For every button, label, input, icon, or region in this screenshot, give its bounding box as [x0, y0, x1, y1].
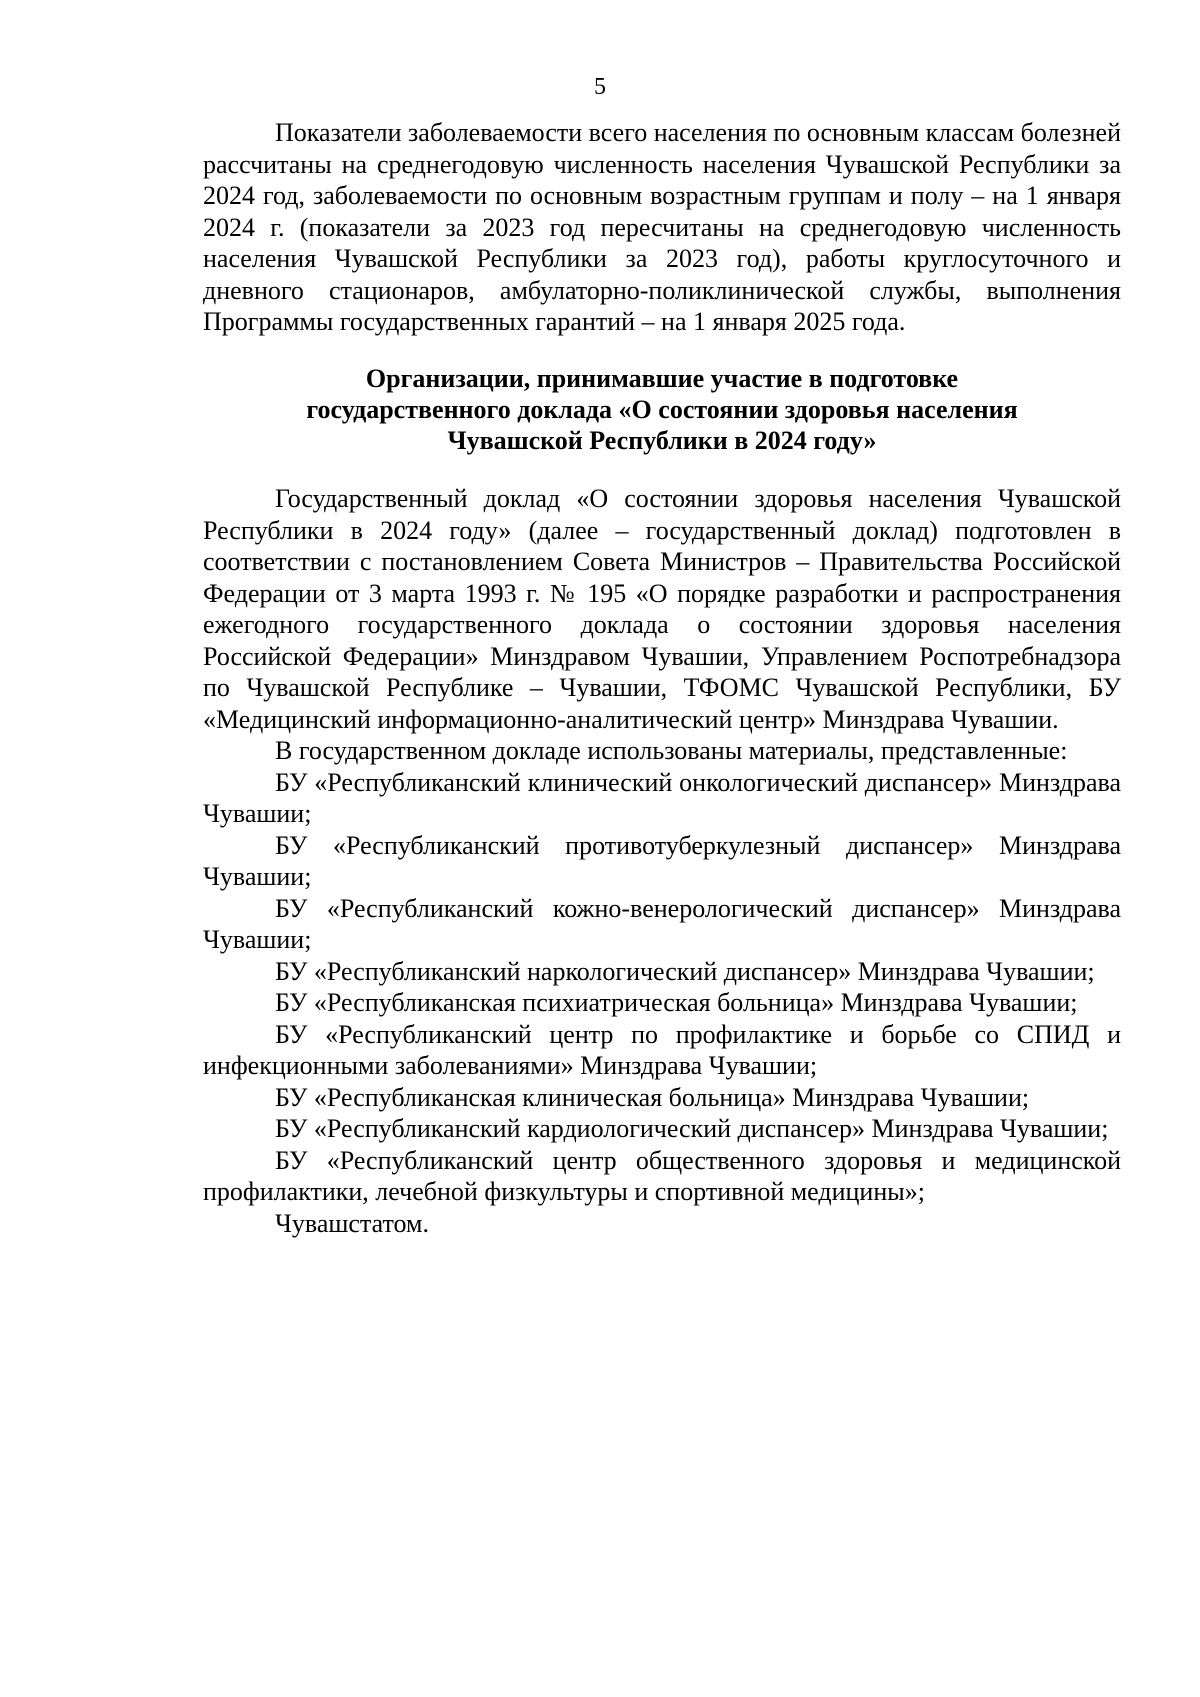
- organization-list-item: БУ «Республиканский кардиологический диспансер» Минздрава Чувашии;: [275, 1114, 1109, 1143]
- section-heading-line: Чувашской Республики в 2024 году»: [447, 426, 877, 455]
- organization-list-item: БУ «Республиканская клиническая больница» Минздрава Чувашии;: [275, 1082, 1030, 1112]
- section-heading: [203, 363, 1121, 456]
- materials-intro-paragraph: В государственном докладе использованы материалы, представленные:: [275, 736, 1068, 765]
- organization-list-item: БУ «Республиканский центр общественного здоровья и медицинской профилактики, лечебной физкультуры и спортивной медицины»;: [203, 1145, 1121, 1206]
- organization-list-item: БУ «Республиканская психиатрическая больница» Минздрава Чувашии;: [275, 988, 1078, 1017]
- report-description-paragraph: Государственный доклад «О состоянии здоровья населения Чувашской Республики в 2024 году» (далее – государственный доклад) подготовлен в соответствии с постановлением Совета Министров – Правительства Российской Федерации от 3 марта 1993 г. № 195 «О порядке разработки и распространения ежегодного государственного доклада о состоянии здоровья населения Российской Федерации» Минздравом Чувашии, Управлением Роспотребнадзора по Чувашской Республике – Чувашии, ТФОМС Чувашской Республики, БУ «Медицинский информационно-аналитический центр» Минздрава Чувашии.: [203, 484, 1121, 734]
- section-heading-line: Организации, принимавшие участие в подготовке: [365, 364, 959, 393]
- organization-list-item: БУ «Республиканский центр по профилактике и борьбе со СПИД и инфекционными заболеваниями» Минздрава Чувашии;: [203, 1019, 1121, 1080]
- organization-list-item: БУ «Республиканский наркологический диспансер» Минздрава Чувашии;: [275, 956, 1095, 986]
- intro-paragraph: Показатели заболеваемости всего населения по основным классам болезней рассчитаны на среднегодовую численность населения Чувашской Республики за 2024 год, заболеваемости по основным возрастным группам и полу – на 1 января 2024 г. (показатели за 2023 год пересчитаны на среднегодовую численность населения Чувашской Республики за 2023 год), работы круглосуточного и дневного стационаров, амбулаторно-поликлинической службы, выполнения Программы государственных гарантий – на 1 января 2025 года.: [203, 118, 1121, 336]
- organization-list-item: Чувашстатом.: [275, 1208, 429, 1238]
- organization-list-item: БУ «Республиканский противотуберкулезный диспансер» Минздрава Чувашии;: [203, 830, 1121, 891]
- organization-list-item: БУ «Республиканский кожно-венерологический диспансер» Минздрава Чувашии;: [203, 893, 1121, 954]
- organization-list-item: БУ «Республиканский клинический онкологический диспансер» Минздрава Чувашии;: [203, 767, 1121, 828]
- section-heading-line: государственного доклада «О состоянии здоровья населения: [306, 395, 1018, 424]
- intro-section: [203, 117, 1121, 338]
- page-number: 5: [594, 74, 606, 100]
- section-body: [203, 483, 1121, 1239]
